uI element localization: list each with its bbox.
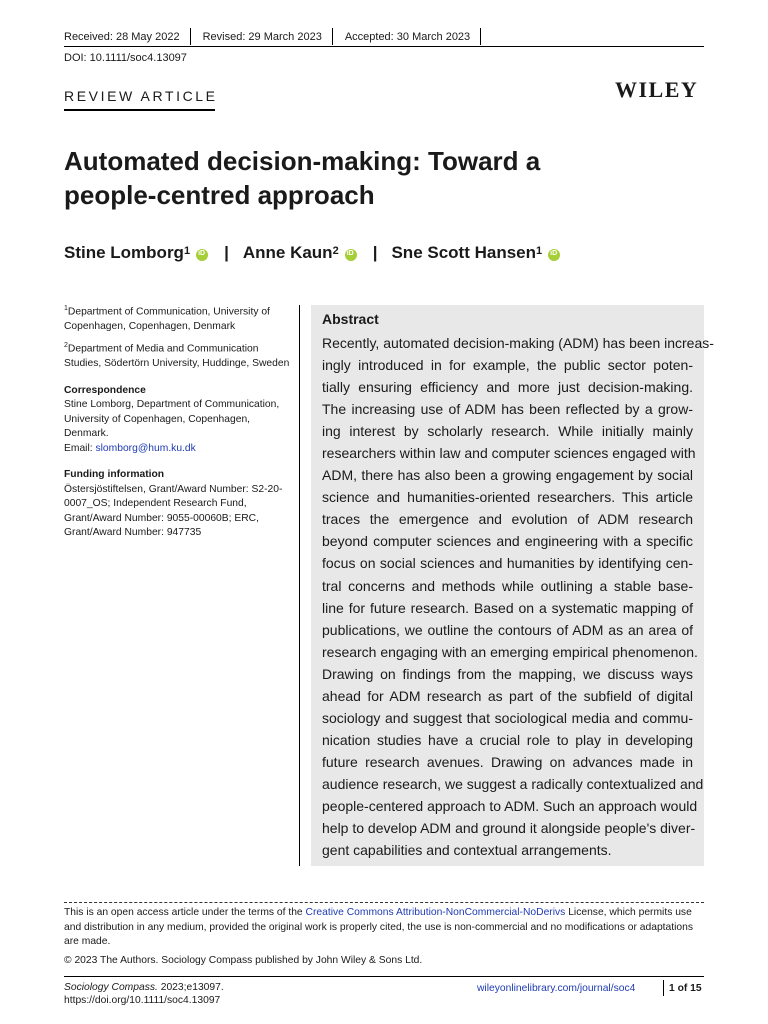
author-separator: |	[372, 243, 378, 262]
journal-name: Sociology Compass.	[64, 982, 158, 993]
abstract-body	[322, 332, 714, 861]
abstract-line: focus on social sciences and humanities by identifying cen-	[322, 555, 693, 572]
author-name[interactable]: Sne Scott Hansen	[391, 243, 537, 262]
doi-label: DOI: 10.1111/soc4.13097	[64, 52, 187, 64]
abstract-line: nication studies have a crucial role to play in developing	[322, 731, 693, 748]
revised-date: Revised: 29 March 2023	[202, 30, 322, 43]
author-affiliation-mark: 1	[183, 245, 191, 257]
footer-rule	[64, 976, 704, 977]
copyright: © 2023 The Authors. Sociology Compass published by John Wiley & Sons Ltd.	[64, 955, 423, 966]
article-dates	[64, 28, 493, 45]
author-name[interactable]: Anne Kaun	[242, 243, 333, 262]
author-list	[64, 243, 560, 263]
citation: 2023;e13097.	[157, 982, 224, 993]
license-text: This is an open access article under the terms of the Creative Commons Attribution-NonCommercial-NoDerivs License, which permits use and distribution in any medium, provided the original work is properly cited, the use is non-commercial and no modifications or adaptations are made.	[64, 907, 694, 947]
affiliation: $^2$Department of Media and Communication Studies, Södertörn University, Huddinge, Sweden	[64, 342, 290, 370]
correspondence-heading: Correspondence	[64, 384, 146, 396]
title-line: Automated decision-making: Toward a	[64, 146, 541, 176]
author-affiliation-mark: 1	[536, 245, 543, 257]
divider	[480, 28, 481, 45]
article-type: REVIEW ARTICLE	[64, 88, 218, 104]
funding-heading: Funding information	[64, 469, 165, 481]
funding-text: Östersjöstiftelsen, Grant/Award Number: S2-20-0007_OS; Independent Research Fund, Grant/Award Number: 9055-00060B; ERC, Grant/Award Number: 947735	[64, 483, 283, 539]
abstract-line: Recently, automated decision-making (ADM) has been increas-	[322, 335, 714, 351]
received-date: Received: 28 May 2022	[64, 30, 180, 43]
page-number: 1 of 15	[669, 983, 702, 994]
abstract-line: ingly introduced in for example, the public sector poten-	[322, 357, 693, 374]
abstract-line: tral concerns and methods while outlining a stable base-	[322, 577, 693, 594]
header-rule	[64, 46, 704, 47]
article-title	[64, 144, 664, 212]
divider	[332, 28, 333, 45]
abstract-line: ADM, there has also been a growing engagement by social	[322, 467, 693, 484]
author-affiliation-mark: 2	[332, 245, 339, 257]
orcid-icon[interactable]	[196, 249, 208, 261]
doi-url[interactable]: https://doi.org/10.1111/soc4.13097	[64, 995, 221, 1006]
publisher-logo: WILEY	[615, 77, 699, 102]
author-name[interactable]: Stine Lomborg	[64, 243, 184, 262]
abstract-line: The increasing use of ADM has been reflected by a grow-	[322, 401, 693, 418]
affiliation: $^1$Department of Communication, University of Copenhagen, Copenhagen, Denmark	[64, 305, 270, 332]
author-separator: |	[224, 243, 229, 262]
orcid-icon[interactable]	[345, 249, 357, 261]
abstract-line: Drawing on findings from the mapping, we discuss ways	[322, 665, 693, 682]
abstract-line: audience research, we suggest a radically contextualized and	[322, 775, 704, 792]
journal-citation	[64, 981, 224, 1007]
article-info-column	[64, 302, 294, 541]
divider	[190, 28, 191, 45]
accepted-date: Accepted: 30 March 2023	[344, 30, 471, 43]
abstract-line: ahead for ADM research as part of the subfield of digital	[322, 687, 693, 704]
abstract-line: line for future research. Based on a systematic mapping of	[322, 599, 693, 616]
column-divider	[299, 305, 300, 866]
license-divider	[64, 902, 704, 903]
article-type-underline	[64, 109, 215, 111]
journal-site-link[interactable]: wileyonlinelibrary.com/journal/soc4	[477, 983, 636, 994]
abstract-line: traces the emergence and evolution of ADM research	[322, 511, 693, 528]
email-link[interactable]: slomborg@hum.ku.dk	[95, 442, 196, 454]
abstract-line: science and humanities-oriented researchers. This article	[322, 489, 693, 506]
abstract-line: people-centered approach to ADM. Such an approach would	[322, 797, 698, 814]
correspondence-text: Stine Lomborg, Department of Communication, University of Copenhagen, Copenhagen, Denmark.	[64, 399, 280, 440]
title-line: people-centred approach	[64, 180, 375, 210]
abstract-line: sociology and suggest that sociological media and commu-	[322, 709, 693, 726]
cc-license-link[interactable]: Creative Commons Attribution-NonCommercial-NoDerivs	[305, 907, 566, 918]
orcid-icon[interactable]	[548, 249, 560, 261]
page-divider	[663, 980, 664, 996]
abstract-line: future research avenues. Drawing on advances made in	[322, 753, 693, 770]
abstract-line: research engaging with an emerging empirical phenomenon.	[322, 643, 698, 660]
abstract-line: researchers within law and computer sciences engaged with	[322, 445, 696, 462]
abstract-line: publications, we outline the contours of ADM as an area of	[322, 621, 693, 638]
abstract-line: help to develop ADM and ground it alongside people's diver-	[322, 820, 696, 837]
abstract-line: gent capabilities and contextual arrangements.	[322, 842, 612, 859]
correspondence-email: Email: slomborg@hum.ku.dk	[64, 442, 196, 454]
abstract-line: ing interest by scholarly research. While initially mainly	[322, 423, 693, 440]
abstract-line: tially ensuring efficiency and more just decision-making.	[322, 379, 693, 396]
abstract-heading: Abstract	[322, 311, 379, 327]
abstract-line: beyond computer sciences and engineering with a specific	[322, 533, 693, 550]
